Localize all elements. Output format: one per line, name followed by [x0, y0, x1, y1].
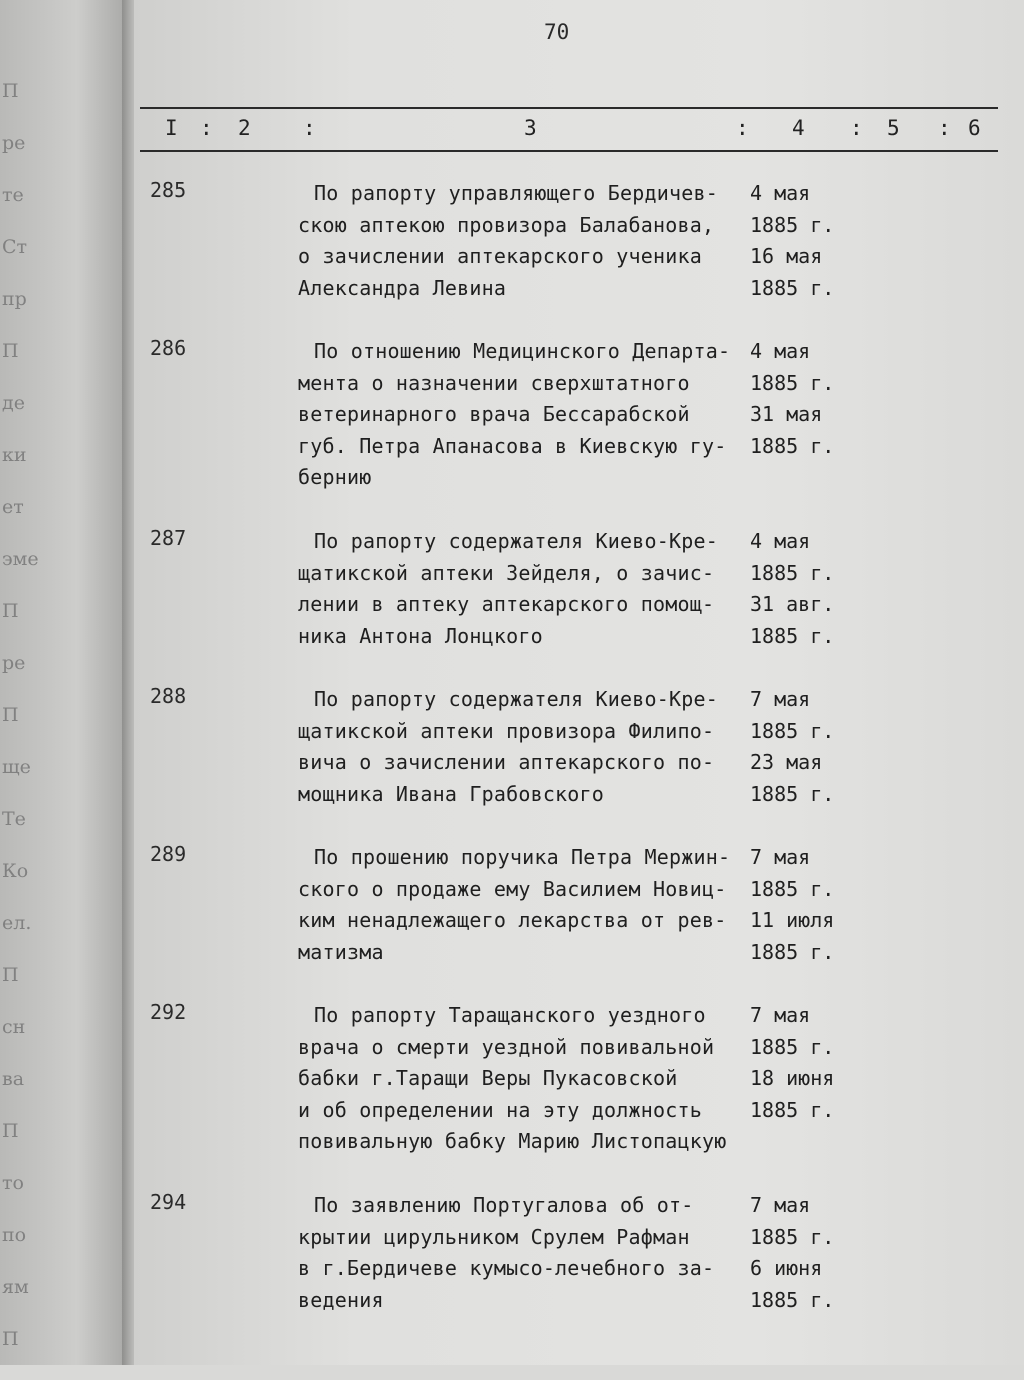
left-page: [0, 0, 128, 1365]
description-line: По рапорту Таращанского уездного: [314, 1003, 706, 1027]
entry-dates: [750, 336, 850, 462]
left-fragment: П: [2, 964, 19, 986]
description-line: врача о смерти уездной повивальной: [298, 1034, 715, 1059]
left-fragment: П: [2, 600, 19, 622]
date-line: 16 мая: [750, 244, 823, 268]
date-line: 31 мая: [750, 402, 823, 426]
date-line: 7 мая: [750, 1003, 811, 1027]
date-line: 1885 г.: [750, 370, 835, 395]
entry-dates: [750, 1190, 850, 1316]
left-fragment: П: [2, 340, 19, 362]
date-line: 7 мая: [750, 1193, 811, 1217]
description-line: По рапорту содержателя Киево-Кре-: [314, 687, 718, 711]
date-line: 4 мая: [750, 181, 811, 205]
description-line: вича о зачислении аптекарского по-: [298, 750, 715, 774]
entry-dates: [750, 842, 850, 968]
date-line: 1885 г.: [750, 1287, 835, 1312]
left-fragment: ел.: [2, 912, 32, 934]
left-fragment: ва: [2, 1068, 25, 1090]
date-line: 1885 г.: [750, 1034, 835, 1059]
header-rule-top: [140, 107, 998, 109]
left-fragment: по: [2, 1224, 27, 1246]
entry-description: [298, 178, 750, 304]
entry-number: 289: [150, 842, 187, 866]
description-line: мента о назначении сверхштатного: [298, 370, 690, 395]
date-line: 23 мая: [750, 750, 823, 774]
left-fragment: ям: [2, 1276, 29, 1298]
column-header-2: 2: [238, 116, 251, 140]
left-fragment: эме: [2, 548, 39, 570]
entry-description: [298, 526, 750, 652]
left-fragment: П: [2, 704, 19, 726]
description-line: По рапорту содержателя Киево-Кре-: [314, 529, 718, 553]
description-line: губ. Петра Апанасова в Киевскую гу-: [298, 433, 727, 458]
date-line: 1885 г.: [750, 718, 835, 743]
left-fragment: ет: [2, 496, 24, 518]
left-fragment: то: [2, 1172, 24, 1194]
entry-dates: [750, 1000, 850, 1126]
entry-number: 285: [150, 178, 187, 202]
description-line: бабки г.Таращи Веры Пукасовской: [298, 1066, 678, 1090]
description-line: ского о продаже ему Василием Новиц-: [298, 876, 727, 901]
date-line: 31 авг.: [750, 592, 835, 616]
page-number: 70: [544, 20, 570, 44]
date-line: 11 июля: [750, 908, 835, 932]
entry-number: 286: [150, 336, 187, 360]
left-fragment: ре: [2, 132, 26, 154]
date-line: 1885 г.: [750, 560, 835, 585]
description-line: скою аптекою провизора Балабанова,: [298, 212, 715, 237]
description-line: щатикской аптеки Зейделя, о зачис-: [298, 560, 715, 585]
entry-description: [298, 842, 750, 968]
entry-number: 292: [150, 1000, 187, 1024]
entry-number: 288: [150, 684, 187, 708]
left-fragment: Ко: [2, 860, 29, 882]
column-header-1: I: [165, 116, 178, 140]
description-line: щатикской аптеки провизора Филипо-: [298, 718, 715, 743]
date-line: 7 мая: [750, 687, 811, 711]
description-line: и об определении на эту должность: [298, 1097, 702, 1122]
header-rule-bottom: [140, 150, 998, 152]
column-separator: :: [850, 116, 863, 140]
description-line: Александра Левина: [298, 275, 507, 300]
description-line: повивальную бабку Марию Листопацкую: [298, 1129, 727, 1153]
left-fragment: П: [2, 1120, 19, 1142]
entry-description: [298, 684, 750, 810]
description-line: о зачислении аптекарского ученика: [298, 244, 702, 268]
date-line: 1885 г.: [750, 781, 835, 806]
description-line: в г.Бердичеве кумысо-лечебного за-: [298, 1256, 715, 1280]
left-fragment: сн: [2, 1016, 26, 1038]
column-separator: :: [303, 116, 316, 140]
date-line: 1885 г.: [750, 275, 835, 300]
entry-number: 294: [150, 1190, 187, 1214]
entry-description: [298, 1190, 750, 1316]
left-fragment: ре: [2, 652, 26, 674]
column-separator: :: [736, 116, 749, 140]
left-fragment: де: [2, 392, 25, 414]
left-fragment: ще: [2, 756, 31, 778]
entry-description: [298, 336, 750, 494]
left-fragment: Ст: [2, 236, 28, 258]
left-fragment: те: [2, 184, 24, 206]
left-fragment: ки: [2, 444, 27, 466]
description-line: По рапорту управляющего Бердичев-: [314, 181, 718, 205]
column-separator: :: [200, 116, 213, 140]
date-line: 4 мая: [750, 339, 811, 363]
date-line: 1885 г.: [750, 623, 835, 648]
date-line: 4 мая: [750, 529, 811, 553]
date-line: 18 июня: [750, 1066, 835, 1090]
date-line: 1885 г.: [750, 433, 835, 458]
left-fragment: пр: [2, 288, 27, 310]
left-fragment: П: [2, 80, 19, 102]
date-line: 1885 г.: [750, 1224, 835, 1249]
description-line: По прошению поручика Петра Мержин-: [314, 845, 731, 869]
date-line: 6 июня: [750, 1256, 823, 1280]
description-line: матизма: [298, 939, 384, 964]
date-line: 1885 г.: [750, 876, 835, 901]
description-line: мощника Ивана Грабовского: [298, 781, 605, 806]
description-line: ника Антона Лонцкого: [298, 623, 543, 648]
entry-dates: [750, 178, 850, 304]
column-separator: :: [938, 116, 951, 140]
description-line: лении в аптеку аптекарского помощ-: [298, 592, 715, 616]
entry-number: 287: [150, 526, 187, 550]
left-fragment: Те: [2, 808, 26, 830]
description-line: По заявлению Португалова об от-: [314, 1193, 694, 1217]
description-line: ким ненадлежащего лекарства от рев-: [298, 908, 727, 932]
column-header-5: 5: [887, 116, 900, 140]
left-fragment: П: [2, 1328, 19, 1350]
date-line: 7 мая: [750, 845, 811, 869]
left-page-text: [2, 80, 39, 1380]
column-header-3: 3: [524, 116, 537, 140]
column-header-4: 4: [792, 116, 805, 140]
entry-description: [298, 1000, 750, 1158]
entry-dates: [750, 684, 850, 810]
entry-dates: [750, 526, 850, 652]
description-line: ведения: [298, 1287, 384, 1312]
description-line: крытии цирульником Срулем Рафман: [298, 1224, 690, 1249]
description-line: бернию: [298, 465, 372, 489]
date-line: 1885 г.: [750, 939, 835, 964]
date-line: 1885 г.: [750, 212, 835, 237]
description-line: ветеринарного врача Бессарабской: [298, 402, 690, 426]
column-header-6: 6: [968, 116, 981, 140]
date-line: 1885 г.: [750, 1097, 835, 1122]
description-line: По отношению Медицинского Департа-: [314, 339, 731, 363]
